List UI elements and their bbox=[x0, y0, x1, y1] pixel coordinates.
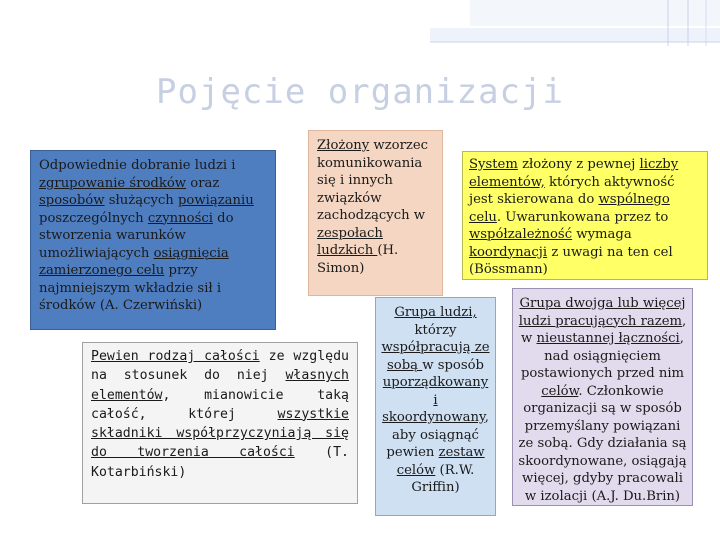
underlined-term: współpracują ze sobą bbox=[381, 340, 490, 373]
text-segment: w sposób bbox=[422, 357, 484, 373]
definition-box-bossmann bbox=[462, 151, 708, 280]
slide-title: Pojęcie organizacji bbox=[156, 72, 564, 112]
text-segment: do stworzenia warunków umożliwiających bbox=[39, 210, 234, 261]
text-segment: którzy bbox=[414, 322, 457, 338]
underlined-term: czynności bbox=[147, 210, 213, 226]
underlined-term: System bbox=[469, 157, 518, 172]
text-segment: przy najmniejszym wkładzie sił i środków (A. Czerwiński) bbox=[39, 263, 222, 313]
underlined-term: sposobów bbox=[39, 193, 105, 208]
definition-box-kotarbinski bbox=[82, 342, 358, 504]
underlined-term: uporządkowany i skoordynowany bbox=[382, 375, 489, 425]
underlined-term: zgrupowanie środków bbox=[39, 175, 187, 191]
header-decoration bbox=[0, 0, 720, 46]
text-segment: złożony z pewnej bbox=[517, 157, 640, 172]
underlined-term: powiązaniu bbox=[177, 193, 254, 208]
underlined-term: celów bbox=[541, 383, 579, 399]
text-segment: z uwagi na ten cel (Bössmann) bbox=[469, 244, 673, 277]
text-segment: (T. Kotarbiński) bbox=[91, 445, 349, 480]
underlined-term: współzależność bbox=[469, 227, 573, 242]
definition-box-dubrin bbox=[512, 288, 693, 506]
definition-box-simon bbox=[308, 130, 443, 296]
underlined-term: zespołach ludzkich bbox=[317, 225, 383, 258]
text-segment: . Uwarunkowana przez to bbox=[496, 209, 669, 225]
underlined-term: Złożony bbox=[317, 138, 370, 153]
text-segment: , aby osiągnąć pewien bbox=[386, 410, 489, 460]
definition-box-griffin bbox=[375, 297, 496, 516]
text-segment: Odpowiednie dobranie ludzi i bbox=[39, 158, 236, 173]
text-segment: ze względu na stosunek do niej bbox=[91, 349, 349, 384]
text-segment: , nad osiągnięciem postawionych przed nim bbox=[520, 331, 685, 381]
text-segment: , mianowicie taką całość, której bbox=[91, 387, 349, 422]
text-segment: . Członkowie organizacji są w sposób przemyślany powiązani ze sobą. Gdy działania są skoordynowane, osiągają więcej, gdyby pracowali w izolacji (A.J. Du.Brin) bbox=[518, 383, 687, 504]
definition-box-czerwinski bbox=[30, 150, 276, 330]
underlined-term: własnych elementów bbox=[91, 368, 349, 403]
text-segment: służących bbox=[104, 193, 178, 208]
text-segment: (R.W. Griffin) bbox=[411, 462, 475, 495]
text-segment: wzorzec komunikowania się i innych związków zachodzących w bbox=[317, 138, 429, 223]
underlined-term: osiągnięcia zamierzonego celu bbox=[39, 245, 229, 278]
underlined-term: Pewien rodzaj całości bbox=[91, 349, 260, 364]
underlined-term: wszystkie składniki współprzyczyniają się do tworzenia całości bbox=[91, 406, 349, 461]
underlined-term: nieustannej łączności bbox=[536, 331, 680, 346]
text-segment: wymaga bbox=[572, 227, 632, 242]
text-segment: oraz bbox=[186, 175, 220, 191]
text-segment: (H. Simon) bbox=[317, 243, 399, 276]
text-segment: poszczególnych bbox=[39, 210, 148, 226]
text-segment: których aktywność jest skierowana do bbox=[469, 174, 675, 207]
text-segment: , w bbox=[521, 313, 687, 346]
underlined-term: Grupa dwojga lub więcej ludzi pracujących razem bbox=[518, 296, 686, 329]
underlined-term: koordynacji bbox=[469, 244, 548, 260]
underlined-term: zestaw celów bbox=[396, 445, 485, 478]
underlined-term: liczby elementów, bbox=[469, 157, 679, 190]
underlined-term: Grupa ludzi, bbox=[394, 305, 477, 320]
underlined-term: wspólnego celu bbox=[469, 192, 670, 225]
